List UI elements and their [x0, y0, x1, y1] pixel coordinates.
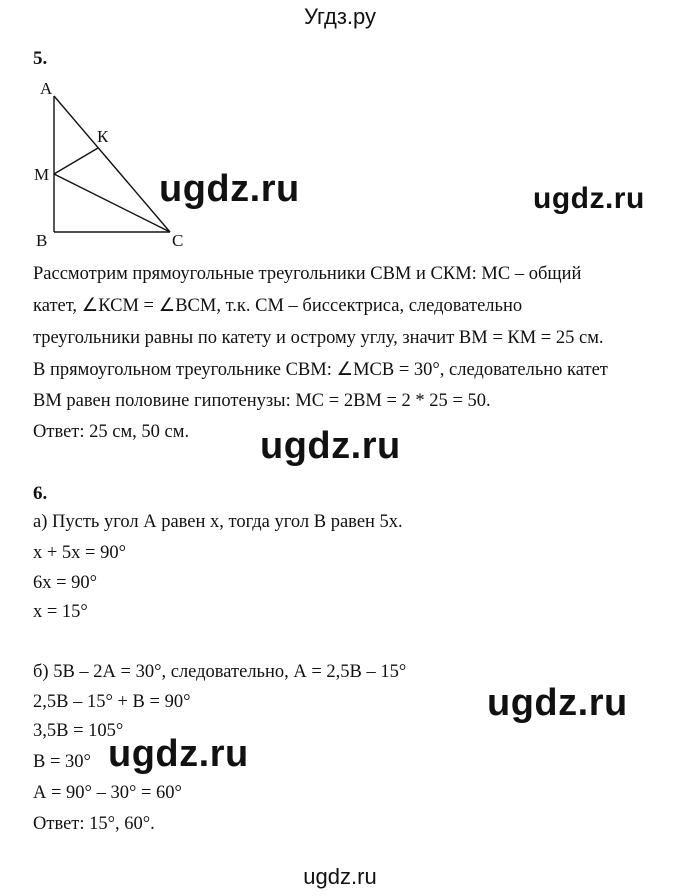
task-6b-line: б) 5В – 2А = 30°, следовательно, А = 2,5В – 15° — [33, 662, 407, 682]
task-5-text-line: катет, ∠КСМ = ∠ВСМ, т.к. СМ – биссектриса, следовательно — [33, 296, 523, 316]
task-5-text-line: ВМ равен половине гипотенузы: МС = 2ВМ = 2 * 25 = 50. — [33, 391, 491, 411]
vertex-label-k: К — [97, 127, 109, 146]
footer-site: ugdz.ru — [303, 864, 377, 889]
watermark: ugdz.ru — [533, 182, 645, 215]
watermark: ugdz.ru — [260, 425, 401, 467]
vertex-label-a: А — [40, 79, 53, 98]
perpendicular-mk — [54, 148, 98, 174]
vertex-label-m: М — [34, 165, 50, 184]
watermark: ugdz.ru — [487, 682, 628, 724]
vertex-label-b: В — [36, 231, 48, 250]
watermark: ugdz.ru — [159, 168, 300, 210]
task-6a-line: 6x = 90° — [33, 573, 98, 593]
vertex-label-c: С — [172, 231, 184, 250]
task-6a-line: x + 5x = 90° — [33, 543, 127, 563]
task-6a-line: x = 15° — [33, 602, 88, 622]
task-6b-line: В = 30° — [33, 752, 91, 772]
site-header: Угдз.ру — [303, 4, 377, 29]
task-6b-line: А = 90° – 30° = 60° — [33, 783, 182, 803]
task-6-number: 6. — [33, 483, 48, 504]
task-6b-line: 2,5В – 15° + В = 90° — [33, 692, 191, 712]
task-5-text-line: Рассмотрим прямоугольные треугольники СВМ и СКМ: МС – общий — [33, 264, 582, 284]
task-6a-line: а) Пусть угол А равен x, тогда угол В равен 5x. — [33, 512, 403, 532]
task-5-text-line: треугольники равны по катету и острому углу, значит ВМ = КМ = 25 см. — [33, 328, 604, 348]
task-6-answer: Ответ: 15°, 60°. — [33, 814, 155, 834]
triangle-figure — [0, 0, 680, 260]
task-5-number: 5. — [33, 48, 48, 69]
task-6b-line: 3,5В = 105° — [33, 721, 124, 741]
task-5-text-line: В прямоугольном треугольнике СВМ: ∠МСВ = 30°, следовательно катет — [33, 360, 608, 380]
task-5-answer: Ответ: 25 см, 50 см. — [33, 422, 190, 442]
bisector-mc — [54, 174, 170, 232]
watermark: ugdz.ru — [108, 733, 249, 775]
